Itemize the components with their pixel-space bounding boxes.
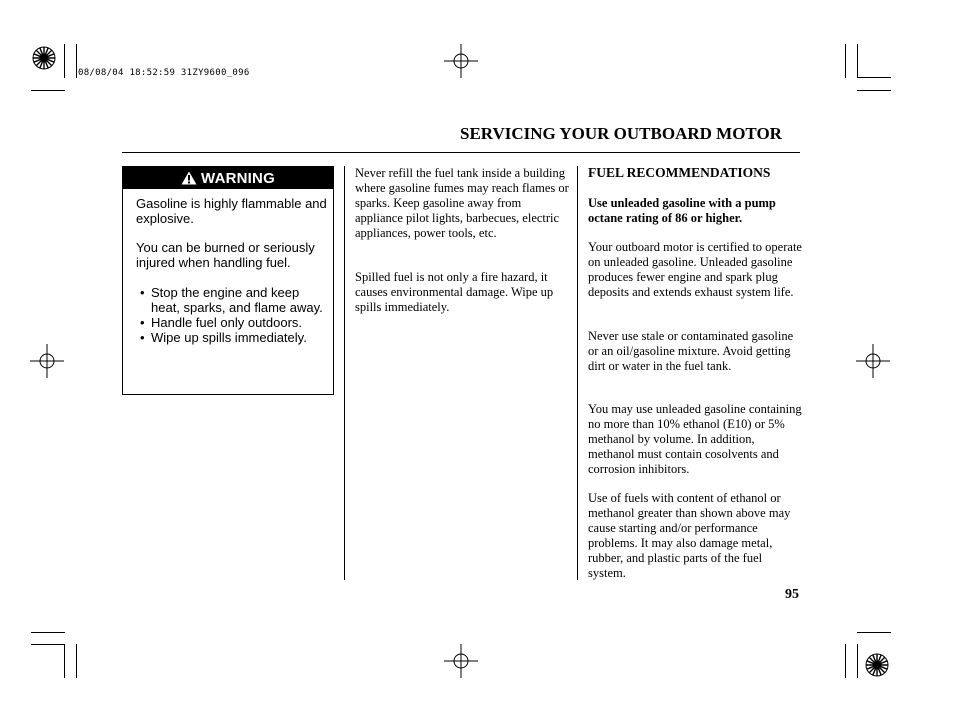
crop-mark [845, 44, 846, 78]
warning-bullet-list [139, 285, 331, 345]
list-item: • Handle fuel only outdoors. [139, 315, 331, 330]
crop-mark [857, 632, 891, 633]
ethanol-paragraph: You may use unleaded gasoline containing no more than 10% ethanol (E10) or 5% methanol by volume. In addition, methanol must contain cosolvents and corrosion inhibitors. [588, 402, 802, 476]
stale-fuel-paragraph: Never use stale or contaminated gasoline or an oil/gasoline mixture. Avoid getting dirt or water in the fuel tank. [588, 329, 794, 373]
crop-mark [31, 90, 65, 91]
column-divider [344, 166, 345, 580]
starburst-target-icon [31, 45, 57, 71]
warning-banner [123, 167, 333, 189]
refill-safety-paragraph: Never refill the fuel tank inside a building where gasoline fumes may reach flames or sparks. Keep gasoline away from appliance pilot lights, barbecues, electric appliances, power tools, etc. [355, 166, 569, 240]
crop-mark [31, 632, 65, 633]
crop-mark [64, 44, 65, 78]
warning-intro-injury: You can be burned or seriously injured when handling fuel. [136, 240, 315, 270]
warning-intro-flammable: Gasoline is highly flammable and explosive. [136, 196, 327, 226]
octane-requirement: Use unleaded gasoline with a pump octane rating of 86 or higher. [588, 196, 776, 225]
crop-mark [31, 644, 65, 645]
list-item: • Stop the engine and keep heat, sparks, and flame away. [139, 285, 331, 315]
fuel-content-paragraph: Use of fuels with content of ethanol or methanol greater than shown above may cause starting and/or performance problems. It may also damage metal, rubber, and plastic parts of the fuel system. [588, 491, 791, 580]
header-rule [122, 152, 800, 153]
registration-crosshair-icon [856, 344, 890, 378]
crop-mark [857, 90, 891, 91]
crop-mark [64, 644, 65, 678]
print-timestamp: 08/08/04 18:52:59 31ZY9600_096 [78, 68, 250, 78]
crop-mark [845, 644, 846, 678]
warning-triangle-icon [181, 171, 197, 185]
starburst-target-icon [864, 652, 890, 678]
registration-crosshair-icon [444, 644, 478, 678]
crop-mark [857, 644, 858, 678]
column-divider [577, 166, 578, 580]
crop-mark [857, 44, 858, 78]
registration-crosshair-icon [444, 44, 478, 78]
warning-box [122, 166, 334, 395]
crop-mark [857, 77, 891, 78]
page-title: SERVICING YOUR OUTBOARD MOTOR [460, 124, 782, 143]
crop-mark [76, 44, 77, 78]
crop-mark [76, 644, 77, 678]
spill-paragraph: Spilled fuel is not only a fire hazard, it causes environmental damage. Wipe up spills immediately. [355, 270, 554, 314]
certified-paragraph: Your outboard motor is certified to operate on unleaded gasoline. Unleaded gasoline produces fewer engine and spark plug deposits and extends exhaust system life. [588, 240, 802, 299]
warning-label: WARNING [201, 169, 275, 187]
section-heading: FUEL RECOMMENDATIONS [588, 165, 771, 180]
page-number: 95 [785, 587, 799, 602]
registration-crosshair-icon [30, 344, 64, 378]
list-item: • Wipe up spills immediately. [139, 330, 331, 345]
